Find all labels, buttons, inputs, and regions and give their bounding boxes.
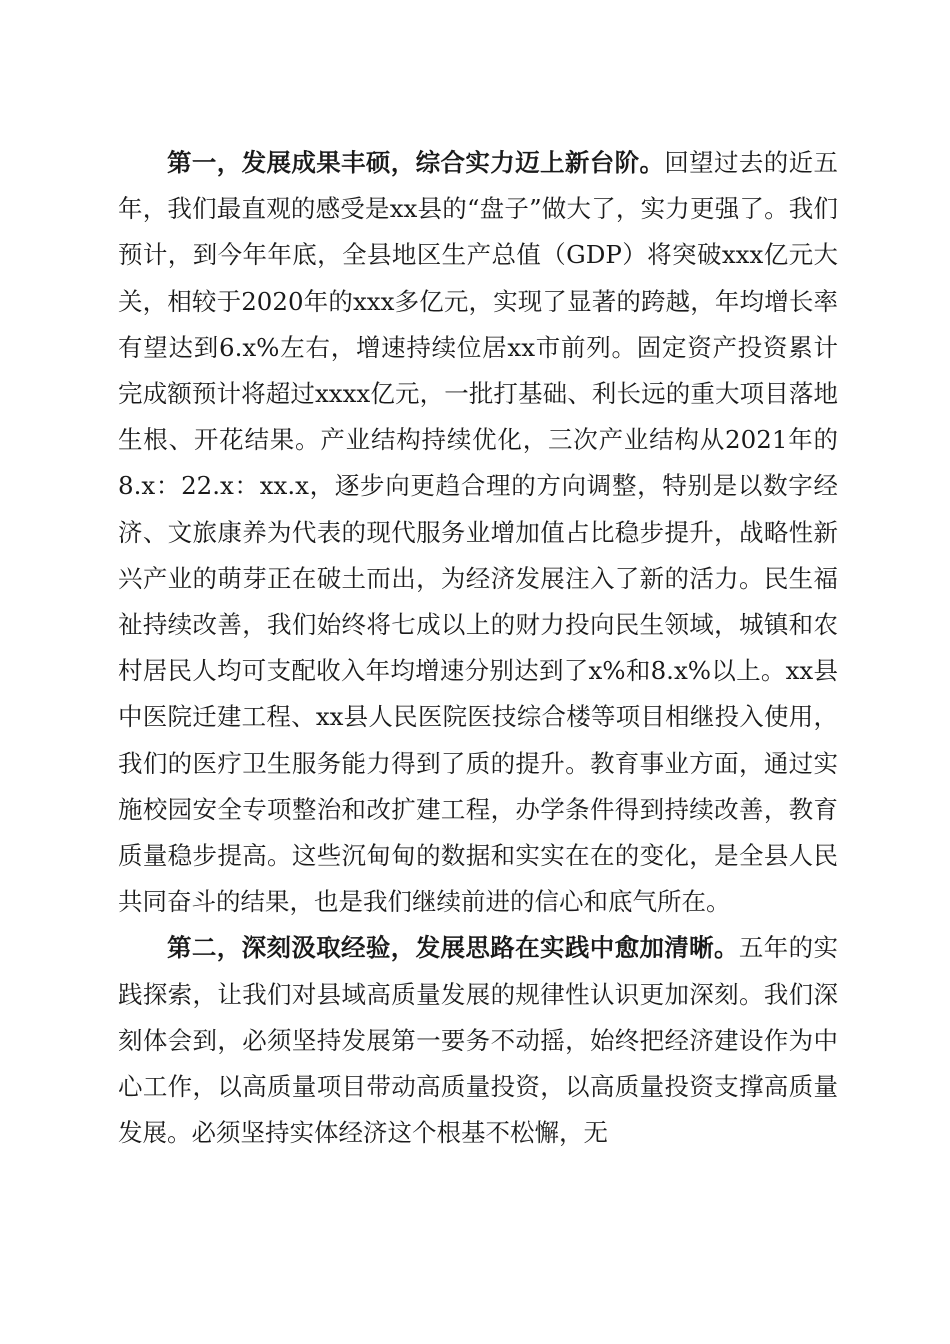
paragraph-2-heading: 第二，深刻汲取经验，发展思路在实践中愈加清晰。 xyxy=(167,933,739,963)
paragraph-2 xyxy=(118,925,838,1156)
paragraph-1-text: 回望过去的近五年，我们最直观的感受是xx县的“盘子”做大了，实力更强了。我们预计，到今年年底，全县地区生产总值（GDP）将突破xxx亿元大关，相较于2020年的xxx多亿元，实现了显著的跨越，年均增长率有望达到6.x%左右，增速持续位居xx市前列。固定资产投资累计完成额预计将超过xxxx亿元，一批打基础、利长远的重大项目落地生根、开花结果。产业结构持续优化，三次产业结构从2021年的8.x：22.x：xx.x，逐步向更趋合理的方向调整，特别是以数字经济、文旅康养为代表的现代服务业增加值占比稳步提升，战略性新兴产业的萌芽正在破土而出，为经济发展注入了新的活力。民生福祉持续改善，我们始终将七成以上的财力投向民生领域，城镇和农村居民人均可支配收入年均增速分别达到了x%和8.x%以上。xx县中医院迁建工程、xx县人民医院医技综合楼等项目相继投入使用，我们的医疗卫生服务能力得到了质的提升。教育事业方面，通过实施校园安全专项整治和改扩建工程，办学条件得到持续改善，教育质量稳步提高。这些沉甸甸的数据和实实在在的变化，是全县人民共同奋斗的结果，也是我们继续前进的信心和底气所在。 xyxy=(118,148,839,917)
document-body xyxy=(118,140,838,1156)
paragraph-1-heading: 第一，发展成果丰硕，综合实力迈上新台阶。 xyxy=(167,148,665,177)
paragraph-1 xyxy=(118,140,838,925)
paragraph-2-text: 五年的实践探索，让我们对县域高质量发展的规律性认识更加深刻。我们深刻体会到，必须坚持发展第一要务不动摇，始终把经济建设作为中心工作，以高质量项目带动高质量投资，以高质量投资支撑高质量发展。必须坚持实体经济这个根基不松懈，无 xyxy=(118,933,839,1148)
